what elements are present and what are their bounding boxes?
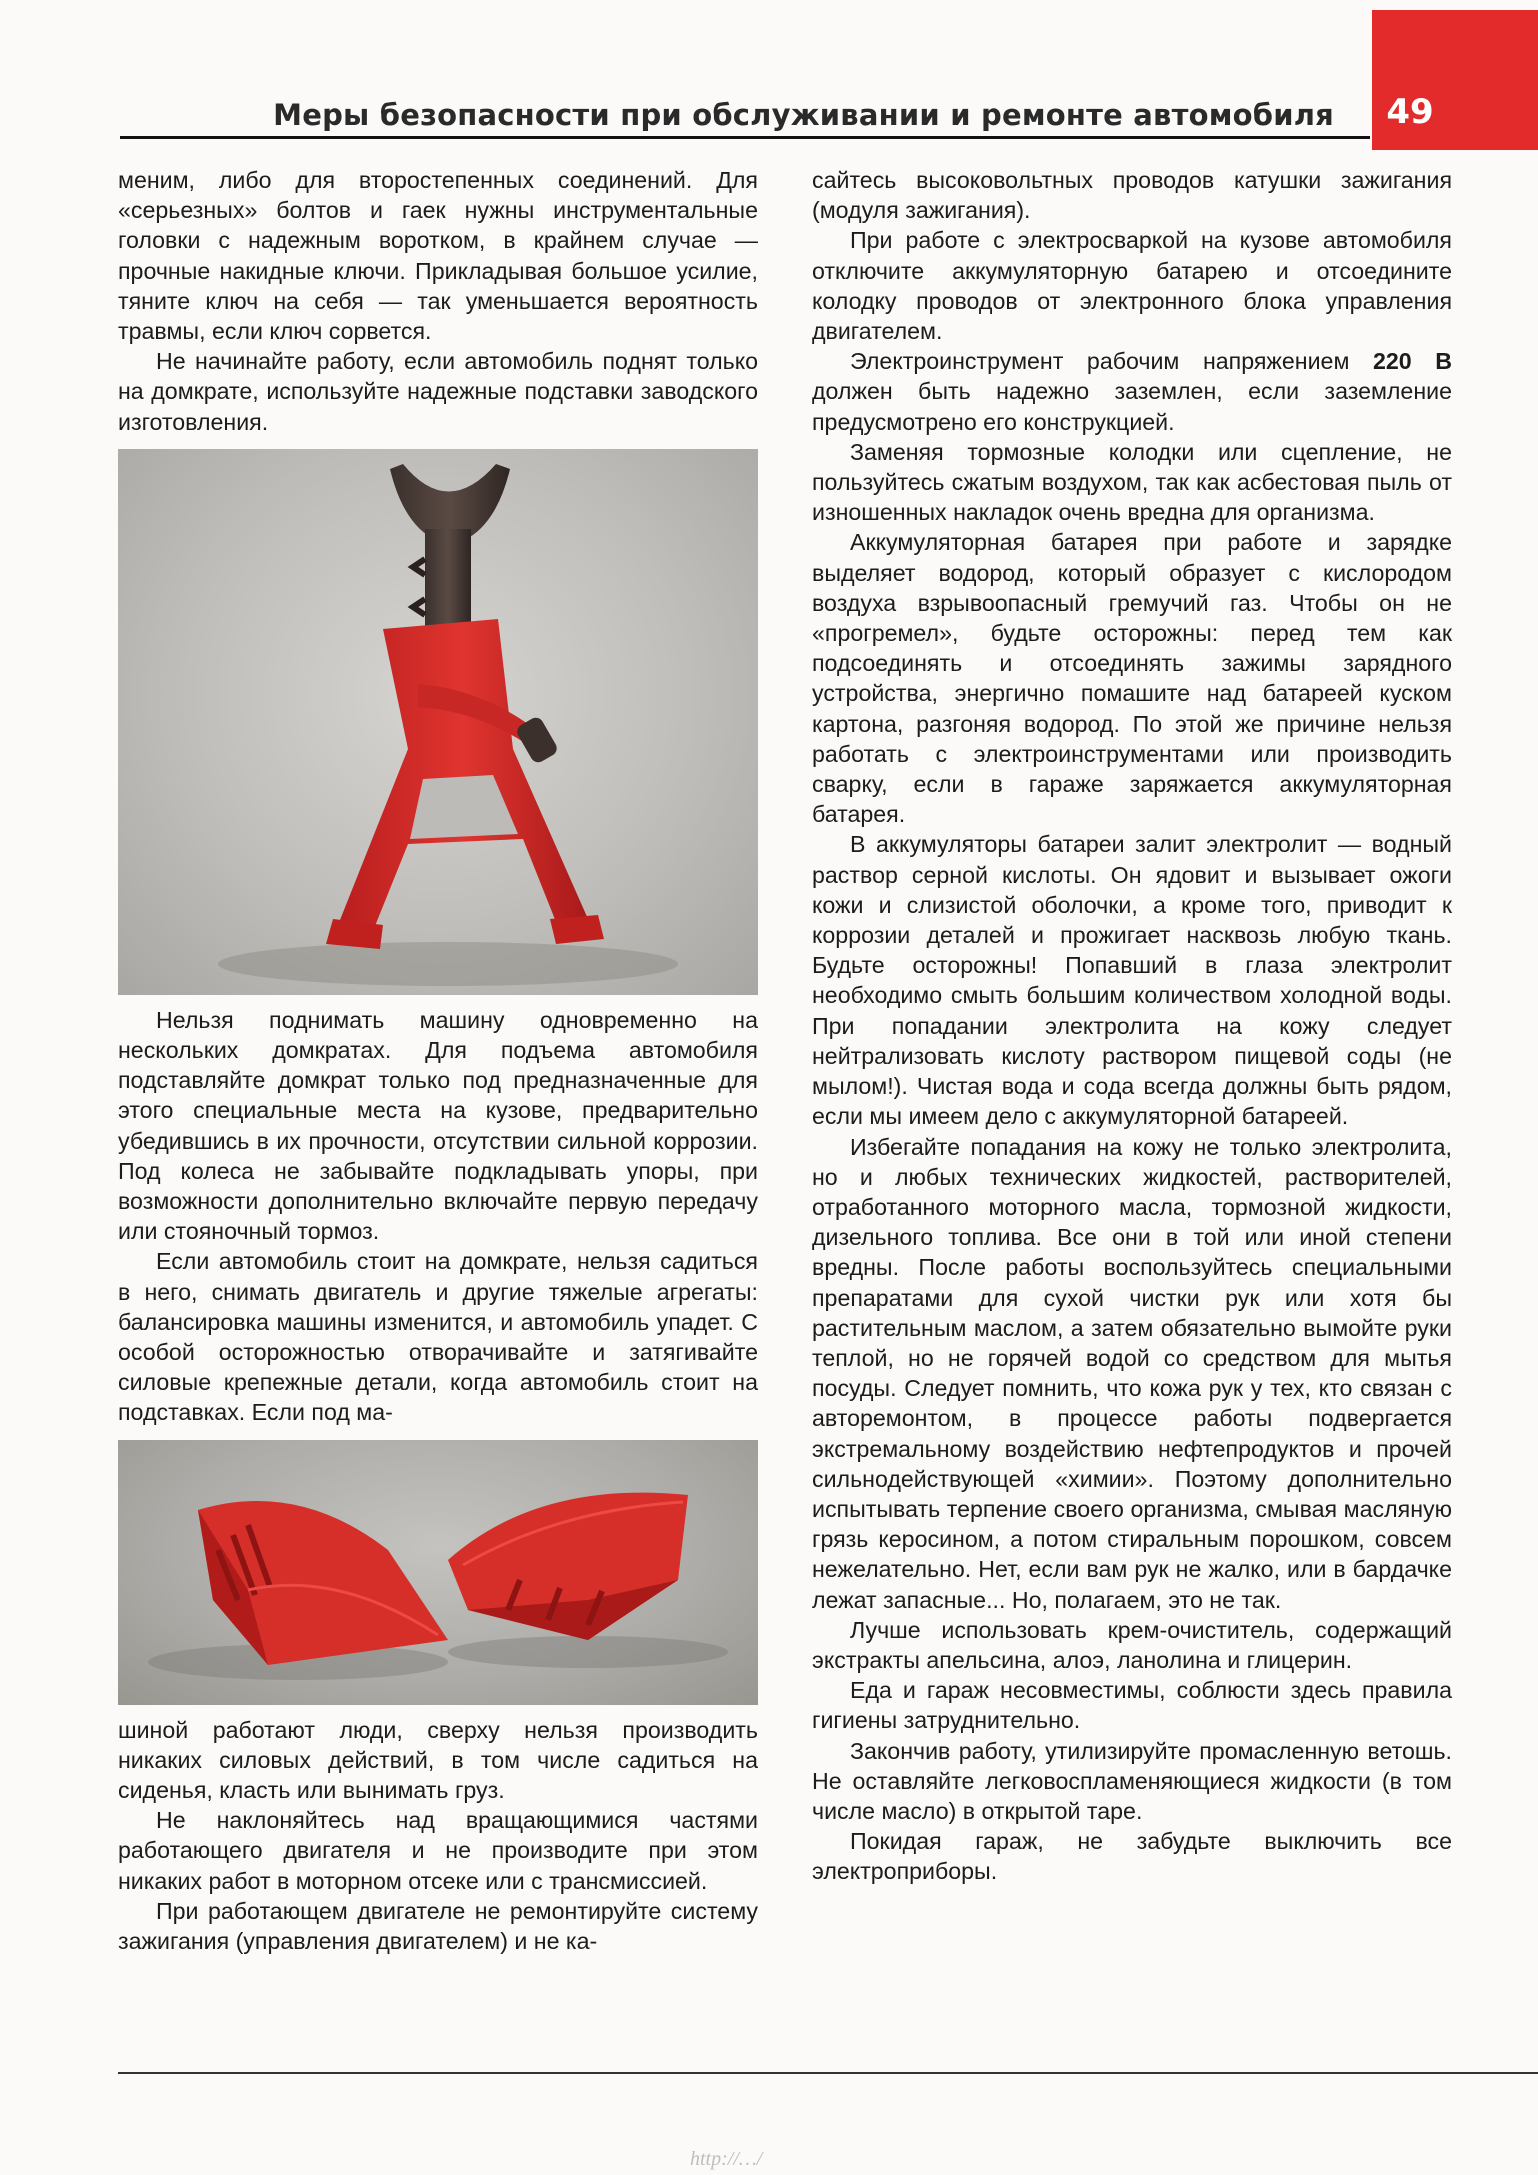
watermark: http://…/: [690, 2148, 763, 2170]
paragraph: шиной работают люди, сверху нельзя производить никаких силовых действий, в том числе садиться на сиденья, класть или вынимать груз.: [118, 1716, 758, 1804]
paragraph: Еда и гараж несовместимы, соблюсти здесь правила гигиены затруднительно.: [812, 1677, 1452, 1734]
jack-stand-photo: [118, 449, 758, 995]
paragraph: Аккумуляторная батарея при работе и зарядке выделяет водород, который образует с кислородом воздуха взрывоопасный гремучий газ. Чтобы он не «прогремел», будьте осторожны: перед тем как подсоединять и отсоединять зажимы зарядного устройства, энергично помашите над батареей куском картона, разгоняя водород. По этой же причине нельзя работать с электроинструментами или производить сварку, если в гараже заряжается аккумуляторная батарея.: [812, 529, 1452, 828]
paragraph: Заменяя тормозные колодки или сцепление, не пользуйтесь сжатым воздухом, так как асбестовая пыль от изношенных накладок очень вредна для организма.: [812, 438, 1452, 526]
running-header: [120, 92, 1370, 139]
paragraph: Не начинайте работу, если автомобиль поднят только на домкрате, используйте надежные подставки заводского изготовления.: [118, 348, 758, 435]
wheel-chocks-photo: [118, 1440, 758, 1705]
paragraph: В аккумуляторы батареи залит электролит — водный раствор серной кислоты. Он ядовит и вызывает ожоги кожи и слизистой оболочки, а кроме того, приводит к коррозии деталей и прожигает насквозь любую ткань. Будьте осторожны! Попавший в глаза электролит необходимо смыть большим количеством холодной воды. При попадании электролита на кожу следует нейтрализовать кислоту раствором пищевой соды (не мылом!). Чистая вода и сода всегда должны быть рядом, если мы имеем дело с аккумуляторной батареей.: [812, 831, 1452, 1130]
page-number-tab: [1372, 10, 1538, 150]
paragraph: Если автомобиль стоит на домкрате, нельзя садиться в него, снимать двигатель и другие тяжелые агрегаты: балансировка машины изменится, и автомобиль упадет. С особой осторожностью отворачивайте и затягивайте силовые крепежные детали, когда автомобиль стоит на подставках. Если под ма-: [118, 1248, 758, 1426]
page-title: Меры безопасности при обслуживании и ремонте автомобиля: [273, 98, 1334, 132]
paragraph-text: Электроинструмент рабочим напряжением: [850, 348, 1373, 375]
paragraph-text: должен быть надежно заземлен, если заземление предусмотрено его конструкцией.: [812, 378, 1452, 435]
paragraph: сайтесь высоковольтных проводов катушки зажигания (модуля зажигания).: [812, 167, 1452, 224]
right-column: [812, 165, 1452, 1887]
paragraph: меним, либо для второстепенных соединений. Для «серьезных» болтов и гаек нужны инструментальные головки с надежным воротком, в крайнем случае — прочные накидные ключи. Прикладывая большое усилие, тяните ключ на себя — так уменьшается вероятность травмы, если ключ сорвется.: [118, 167, 758, 345]
jack-stand-illustration: [118, 449, 758, 995]
paragraph: [812, 346, 1452, 437]
paragraph: Лучше использовать крем-очиститель, содержащий экстракты апельсина, алоэ, ланолина и глицерин.: [812, 1616, 1452, 1673]
paragraph: Покидая гараж, не забудьте выключить все электроприборы.: [812, 1828, 1452, 1885]
footer-rule: [118, 2072, 1538, 2074]
left-column: [118, 165, 758, 1956]
page-number: 49: [1386, 92, 1434, 132]
paragraph: Избегайте попадания на кожу не только электролита, но и любых технических жидкостей, растворителей, отработанного моторного масла, тормозной жидкости, дизельного топлива. Все они в той или иной степени вредны. После работы воспользуйтесь специальными препаратами для сухой чистки рук или хотя бы растительным маслом, а затем обязательно вымойте руки теплой, но не горячей водой со средством для мытья посуды. Следует помнить, что кожа рук у тех, кто связан с авторемонтом, в процессе работы подвергается экстремальному воздействию нефтепродуктов и прочей сильнодействующей «химии». Поэтому дополнительно испытывать терпение своего организма, смывая масляную грязь керосином, а потом стиральным порошком, совсем нежелательно. Нет, если вам рук не жалко, или в бардачке лежат запасные... Но, полагаем, это не так.: [812, 1133, 1452, 1613]
voltage-value: 220 В: [1372, 348, 1452, 375]
paragraph: При работе с электросваркой на кузове автомобиля отключите аккумуляторную батарею и отсоедините колодку проводов от электронного блока управления двигателем.: [812, 227, 1452, 345]
paragraph: Не наклоняйтесь над вращающимися частями работающего двигателя и не производите при этом никаких работ в моторном отсеке или с трансмиссией.: [118, 1807, 758, 1894]
paragraph: При работающем двигателе не ремонтируйте систему зажигания (управления двигателем) и не ка-: [118, 1897, 758, 1955]
wheel-chocks-illustration: [118, 1440, 758, 1705]
paragraph: Закончив работу, утилизируйте промасленную ветошь. Не оставляйте легковоспламеняющиеся жидкости (в том числе масло) в открытой таре.: [812, 1737, 1452, 1824]
paragraph: Нельзя поднимать машину одновременно на нескольких домкратах. Для подъема автомобиля подставляйте домкрат только под предназначенные для этого специальные места на кузове, предварительно убедившись в их прочности, отсутствии сильной коррозии. Под колеса не забывайте подкладывать упоры, при возможности дополнительно включайте первую передачу или стояночный тормоз.: [118, 1006, 758, 1245]
